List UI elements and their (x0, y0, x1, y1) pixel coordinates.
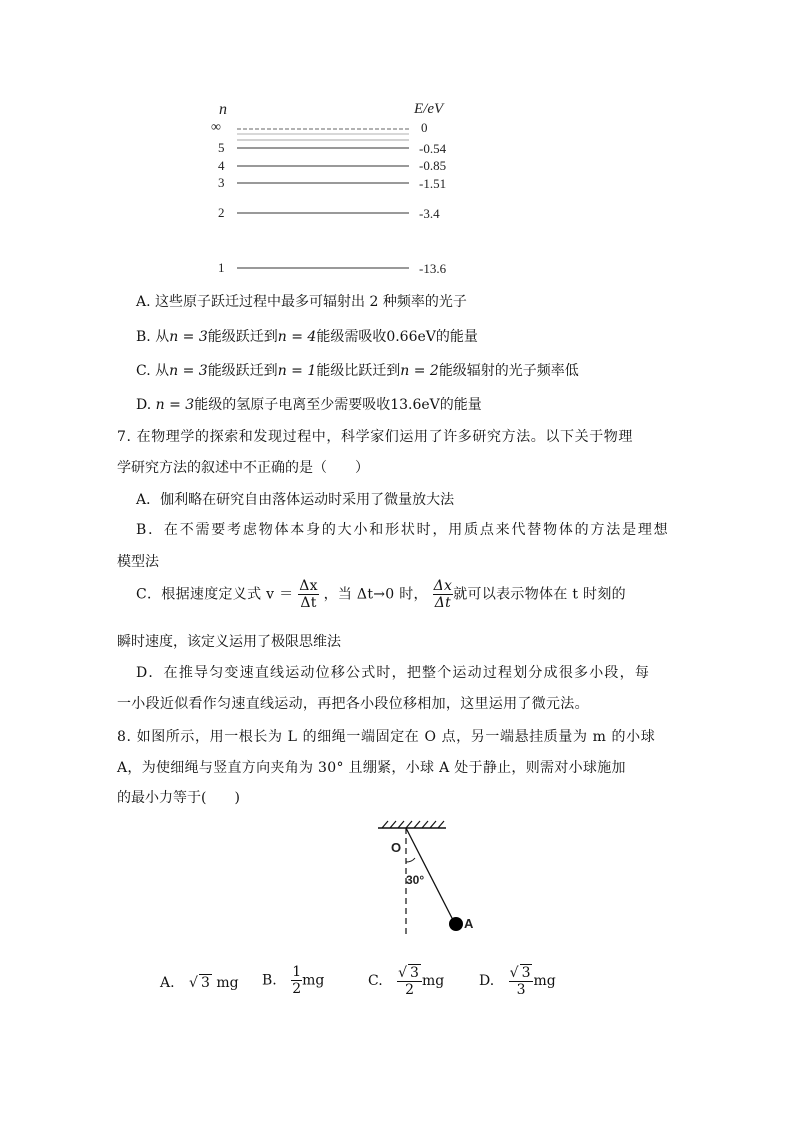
energy-level-lines (0, 0, 794, 300)
q8-option-d: D. $\frac{√ 3}{3}$ mg (479, 965, 556, 998)
angle-arc (406, 858, 415, 862)
q7-stem-line2: 学研究方法的叙述中不正确的是（ ） (117, 460, 369, 476)
level-n-5: 5 (218, 140, 225, 155)
level-e-5: -0.54 (419, 141, 447, 156)
q7-option-d-line2: 一小段近似看作匀速直线运动，再把各小段位移相加，这里运用了微元法。 (117, 696, 589, 712)
q6-option-b: B. 从n = 3能级跃迁到n = 4能级需吸收0.66eV的能量 (136, 329, 478, 345)
n-axis-header: n (219, 101, 227, 118)
ceiling-hatch (382, 821, 444, 828)
velocity-fraction: $\frac{\Delta x}{\Delta t}$ (299, 578, 318, 611)
q8-option-b: B. $\frac{1}{2}$ mg (262, 964, 325, 997)
point-o-label: O (391, 840, 402, 855)
level-e-inf: 0 (421, 120, 428, 135)
energy-axis-header: E/eV (414, 101, 444, 117)
ball-a-label: A (464, 916, 474, 931)
q8-option-c: C. $\frac{√ 3}{2}$ mg (368, 965, 445, 998)
angle-label: 30° (406, 873, 425, 887)
ball-a (449, 917, 463, 931)
level-n-4: 4 (218, 158, 225, 173)
q8-option-a: A. √ 3 mg (160, 975, 239, 991)
level-n-1: 1 (218, 260, 225, 275)
q8-stem-line1: 8. 如图所示，用一根长为 L 的细绳一端固定在 O 点，另一端悬挂质量为 m 的小球 (117, 729, 656, 745)
level-e-1: -13.6 (419, 261, 447, 276)
level-e-3: -1.51 (419, 176, 447, 191)
q7-option-c-line2: 瞬时速度，该定义运用了极限思维法 (117, 634, 341, 650)
q7-option-d-line1: D．在推导匀变速直线运动位移公式时，把整个运动过程划分成很多小段，每 (136, 665, 651, 681)
q6-option-a: A. 这些原子跃迁过程中最多可辐射出 2 种频率的光子 (136, 294, 467, 310)
q7-option-b-line1: B．在不需要考虑物体本身的大小和形状时，用质点来代替物体的方法是理想 (136, 522, 670, 538)
q7-stem-line1: 7. 在物理学的探索和发现过程中，科学家们运用了许多研究方法。以下关于物理 (117, 429, 634, 445)
q8-stem-line3: 的最小力等于( ) (117, 790, 240, 806)
q8-stem-line2: A，为使细绳与竖直方向夹角为 30° 且绷紧，小球 A 处于静止，则需对小球施加 (117, 760, 626, 776)
q6-option-c: C. 从n = 3能级跃迁到n = 1能级比跃迁到n = 2能级辐射的光子频率低 (136, 363, 579, 379)
q7-option-a: A．伽利略在研究自由落体运动时采用了微量放大法 (136, 492, 455, 508)
limit-fraction: $\frac{\Delta x}{\Delta t}$ (433, 578, 453, 611)
q7-option-c-line1: C．根据速度定义式 v ＝ $\frac{\Delta x}{\Delta t}$ ，当 Δt→0 时， $\frac{\Delta x}{\Delta t}$ 就可以表示物体在 t 时刻的 (136, 578, 626, 611)
level-e-2: -3.4 (419, 206, 440, 221)
level-e-4: -0.85 (419, 158, 447, 173)
level-n-inf: ∞ (211, 120, 221, 135)
level-n-3: 3 (218, 175, 225, 190)
q6-option-d: D. n = 3能级的氢原子电离至少需要吸收13.6eV的能量 (136, 397, 482, 413)
level-n-2: 2 (218, 205, 225, 220)
q7-option-b-line2: 模型法 (117, 554, 159, 570)
